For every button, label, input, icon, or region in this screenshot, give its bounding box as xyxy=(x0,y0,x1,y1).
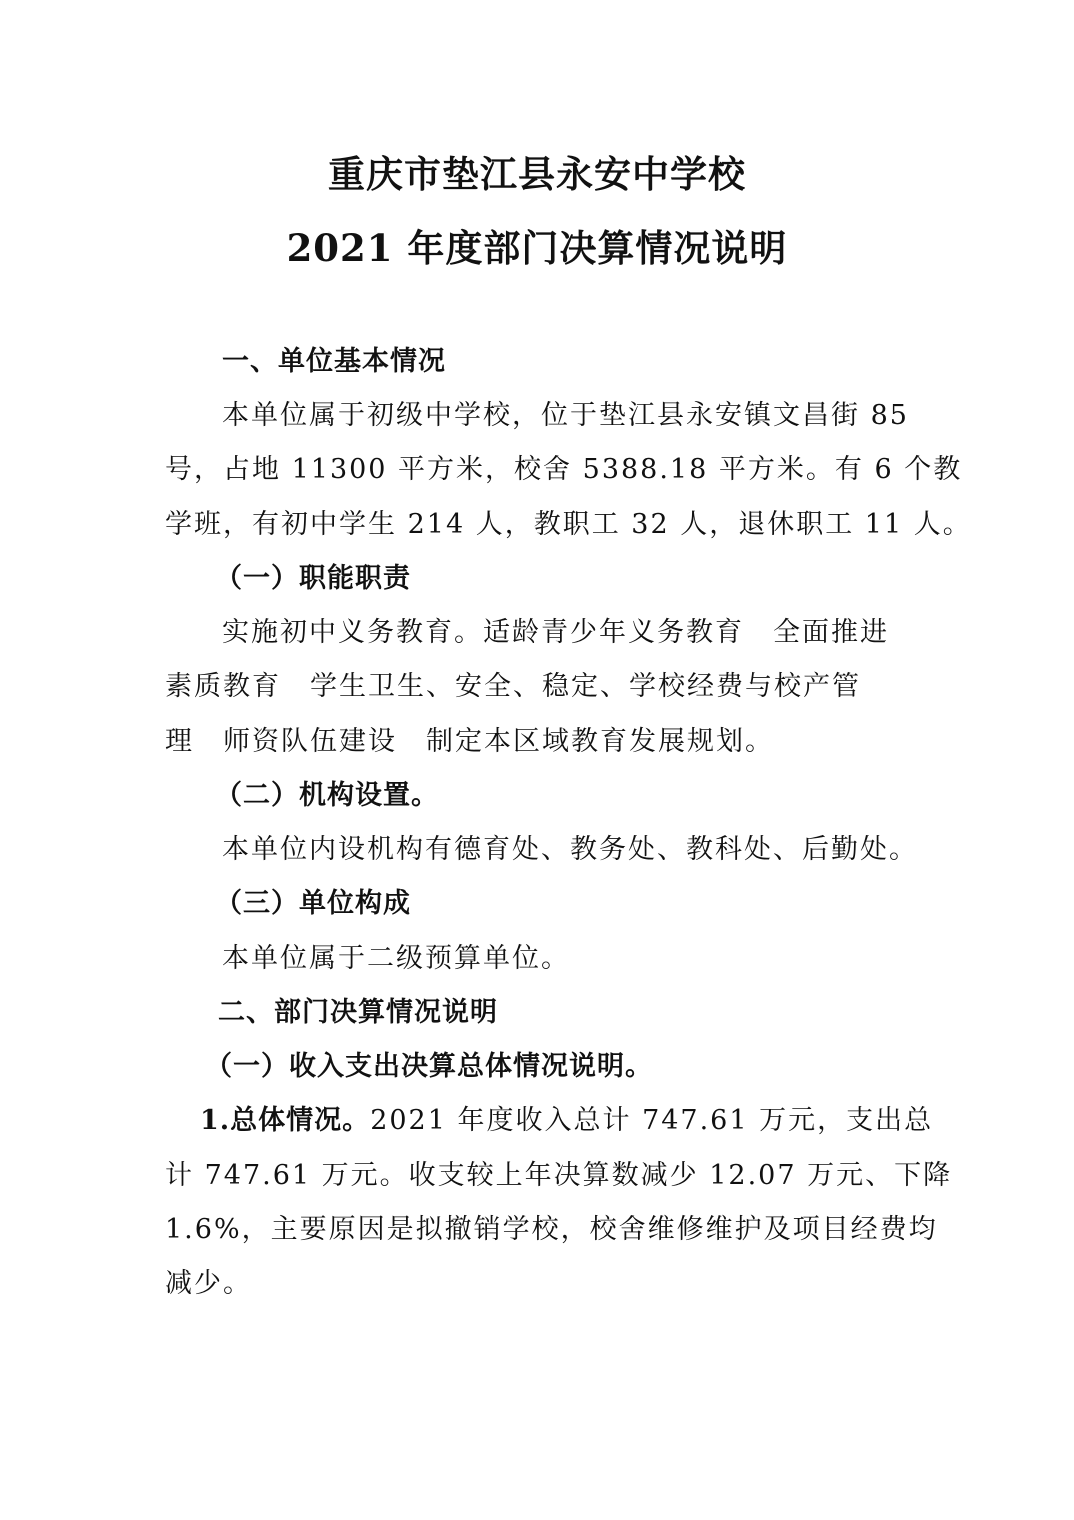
sub2-heading: （二）机构设置。 xyxy=(215,780,439,811)
section1-para1-line1: 本单位属于初级中学校，位于垫江县永安镇文昌街 85 xyxy=(222,400,909,431)
section2-heading: 二、部门决算情况说明 xyxy=(218,997,498,1028)
sub3-para: 本单位属于二级预算单位。 xyxy=(222,943,570,974)
item1-line3: 1.6%，主要原因是拟撤销学校，校舍维修维护及项目经费均 xyxy=(165,1214,938,1245)
item1-line2: 计 747.61 万元。收支较上年决算数减少 12.07 万元、下降 xyxy=(165,1160,953,1191)
sub1-heading: （一）职能职责 xyxy=(215,563,411,594)
sub1-para-line3: 理 师资队伍建设 制定本区域教育发展规划。 xyxy=(165,726,774,757)
sub1-para-line2: 素质教育 学生卫生、安全、稳定、学校经费与校产管 xyxy=(165,671,861,702)
section1-para1-line2: 号，占地 11300 平方米，校舍 5388.18 平方米。有 6 个教 xyxy=(165,454,963,485)
sub3-heading: （三）单位构成 xyxy=(215,888,411,919)
document-title-line1: 重庆市垫江县永安中学校 xyxy=(328,152,746,196)
sub1-para-line1: 实施初中义务教育。适龄青少年义务教育 全面推进 xyxy=(222,617,889,648)
section1-para1-line3: 学班，有初中学生 214 人，教职工 32 人，退休职工 11 人。 xyxy=(165,509,972,540)
document-title-line2: 2021 年度部门决算情况说明 xyxy=(286,226,788,270)
section2-sub1-heading: （一）收入支出决算总体情况说明。 xyxy=(205,1051,653,1082)
item1-line4: 减少。 xyxy=(165,1268,252,1299)
sub2-para: 本单位内设机构有德育处、教务处、教科处、后勤处。 xyxy=(222,834,918,865)
item1-label: 1.总体情况。 xyxy=(200,1105,371,1136)
item1-line1-text: 2021 年度收入总计 747.61 万元，支出总 xyxy=(370,1105,934,1136)
section1-heading: 一、单位基本情况 xyxy=(222,346,446,377)
item1-line1 xyxy=(200,1103,933,1139)
